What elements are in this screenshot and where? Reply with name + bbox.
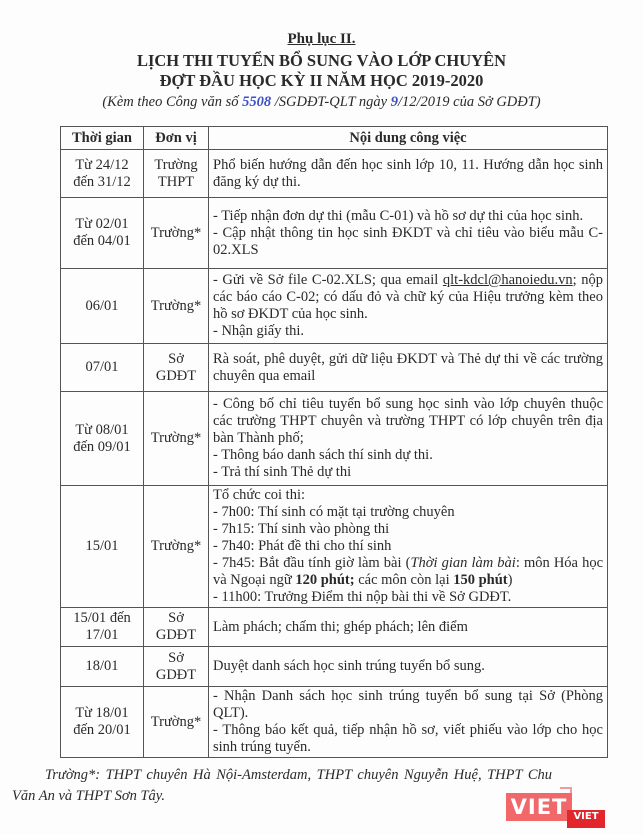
cell-content xyxy=(209,608,608,647)
time-text: 15/01 đến xyxy=(73,610,131,626)
content-text: Rà soát, phê duyệt, gửi dữ liệu ĐKDT và Thẻ dự thi về các trường chuyên qua email xyxy=(213,350,603,384)
content-text: Phổ biến hướng dẫn đến học sinh lớp 10, 11. Hướng dẫn học sinh đăng ký dự thi. xyxy=(213,156,603,190)
time-text: đến 20/01 xyxy=(73,722,131,738)
unit-text: Trường xyxy=(154,156,198,173)
time-text: Từ 02/01 xyxy=(75,216,129,232)
cell-content xyxy=(209,344,608,392)
content-text: - Nhận giấy thi. xyxy=(213,323,305,339)
cell-content xyxy=(209,392,608,486)
email-link[interactable]: qlt-kdcl@hanoiedu.vn xyxy=(442,272,573,288)
content-text: Tổ chức coi thi: xyxy=(213,487,306,503)
content-fragment: 150 phút xyxy=(453,572,508,588)
table-header-row xyxy=(61,127,608,150)
cell-content xyxy=(209,687,608,758)
vietnamnet-logo-icon: VIET xyxy=(506,793,572,821)
cell-content xyxy=(209,198,608,269)
content-fragment: - 7h45: Bắt đầu tính giờ làm bài ( xyxy=(213,555,411,571)
cell-time xyxy=(61,608,144,647)
cell-unit xyxy=(144,198,209,269)
unit-text: Trường* xyxy=(150,538,202,554)
table-row xyxy=(61,608,608,647)
subtitle-suffix: /12/2019 của Sở GDĐT) xyxy=(397,94,541,110)
cell-unit xyxy=(144,486,209,608)
content-text: - Gửi về Sở file C-02.XLS; qua email xyxy=(213,272,443,288)
table-row xyxy=(61,486,608,608)
subtitle-prefix: (Kèm theo Công văn số xyxy=(102,94,243,110)
content-text: - Thông báo kết quả, tiếp nhận hồ sơ, viết phiếu vào lớp cho học sinh trúng tuyển. xyxy=(213,722,603,755)
cell-unit xyxy=(144,150,209,198)
logo-small-text: VIET xyxy=(573,811,599,822)
cell-unit xyxy=(144,392,209,486)
time-text: đến 31/12 xyxy=(73,173,131,190)
content-fragment: ) xyxy=(507,572,513,588)
table-row xyxy=(61,344,608,392)
table-row xyxy=(61,392,608,486)
time-text: đến 09/01 xyxy=(73,438,131,455)
document-subtitle xyxy=(0,94,643,111)
content-text: - Trả thí sinh Thẻ dự thi xyxy=(213,464,352,480)
cell-time xyxy=(61,269,144,344)
unit-text: THPT xyxy=(157,173,195,190)
table-row xyxy=(61,687,608,758)
content-text: - Nhận Danh sách học sinh trúng tuyển bổ sung tại Sở (Phòng QLT). xyxy=(213,688,603,721)
unit-text: Sở xyxy=(168,649,184,666)
content-fragment: 120 phút; xyxy=(295,572,355,588)
cell-content xyxy=(209,486,608,608)
subtitle-mid: /SGDĐT-QLT ngày xyxy=(271,94,391,110)
doc-number: 5508 xyxy=(242,94,272,110)
table-row xyxy=(61,647,608,687)
table-row xyxy=(61,198,608,269)
cell-time xyxy=(61,486,144,608)
content-text: - Tiếp nhận đơn dự thi (mẫu C-01) và hồ sơ dự thi của học sinh. xyxy=(213,207,584,224)
title-line-2: ĐỢT ĐẦU HỌC KỲ II NĂM HỌC 2019-2020 xyxy=(159,71,484,90)
viettimes-logo-icon xyxy=(567,810,605,828)
cell-time xyxy=(61,687,144,758)
header-content: Nội dung công việc xyxy=(209,127,608,150)
cell-content xyxy=(209,647,608,687)
title-line-1: LỊCH THI TUYỂN BỔ SUNG VÀO LỚP CHUYÊN xyxy=(136,51,507,70)
cell-unit xyxy=(144,608,209,647)
cell-time xyxy=(61,344,144,392)
appendix-label: Phụ lục II. xyxy=(287,31,356,47)
cell-unit xyxy=(144,687,209,758)
cell-unit xyxy=(144,269,209,344)
unit-text: Trường* xyxy=(150,713,202,730)
time-text: 17/01 xyxy=(85,627,119,643)
content-text: Duyệt danh sách học sinh trúng tuyển bổ sung. xyxy=(213,658,485,674)
unit-text: Sở xyxy=(168,610,184,626)
header-time: Thời gian xyxy=(61,127,144,150)
time-text: Từ 08/01 xyxy=(75,421,129,438)
content-fragment: : môn Hóa học và Ngoại ngữ xyxy=(213,555,604,588)
cell-time xyxy=(61,392,144,486)
content-text: ; nộp các báo cáo C-02; có dấu đỏ và chữ ký của Hiệu trưởng kèm theo hồ sơ ĐKDT của học sinh. xyxy=(213,272,603,322)
cell-unit xyxy=(144,344,209,392)
cell-content xyxy=(209,269,608,344)
unit-text: Trường* xyxy=(150,224,202,241)
unit-text: GDĐT xyxy=(155,666,197,683)
footnote: Trường*: THPT chuyên Hà Nội-Amsterdam, THPT chuyên Nguyễn Huệ, THPT Chu Văn An và THPT Sơn Tây. xyxy=(12,767,552,804)
time-text: Từ 24/12 xyxy=(75,156,129,173)
content-text: - 7h00: Thí sinh có mặt tại trường chuyên xyxy=(213,504,455,520)
content-text: - 7h40: Phát đề thi cho thí sinh xyxy=(213,538,392,554)
header-unit: Đơn vị xyxy=(144,127,209,150)
content-fragment: Thời gian làm bài xyxy=(410,555,516,571)
time-text: 18/01 xyxy=(85,658,119,674)
content-text: - Công bố chỉ tiêu tuyển bổ sung học sinh vào lớp chuyên thuộc các trường THPT chuyên và trường THPT có lớp chuyên trên địa bàn Thành phố; xyxy=(213,396,603,446)
content-fragment: các môn còn lại xyxy=(354,572,454,588)
doc-day: 9 xyxy=(390,94,398,110)
time-text: 06/01 xyxy=(85,297,119,314)
content-text: - Thông báo danh sách thí sinh dự thi. xyxy=(213,447,433,463)
table-row xyxy=(61,150,608,198)
content-text xyxy=(213,555,603,589)
content-text: - 7h15: Thí sinh vào phòng thi xyxy=(213,521,390,537)
cell-unit xyxy=(144,647,209,687)
schedule-table xyxy=(60,126,608,758)
time-text: 07/01 xyxy=(85,359,119,375)
unit-text: Trường* xyxy=(150,430,202,446)
unit-text: GDĐT xyxy=(155,627,197,643)
unit-text: Trường* xyxy=(150,297,202,314)
time-text: 15/01 xyxy=(85,538,119,554)
document-title xyxy=(0,51,643,91)
cell-time xyxy=(61,150,144,198)
cell-time xyxy=(61,198,144,269)
time-text: đến 04/01 xyxy=(73,233,131,249)
content-text: - Cập nhật thông tin học sinh ĐKDT và chỉ tiêu vào biểu mẫu C-02.XLS xyxy=(213,224,603,258)
unit-text: GDĐT xyxy=(155,367,197,384)
cell-content xyxy=(209,150,608,198)
unit-text: Sở xyxy=(168,350,184,367)
time-text: Từ 18/01 xyxy=(75,705,129,721)
table-row xyxy=(61,269,608,344)
cell-time xyxy=(61,647,144,687)
content-text: - 11h00: Trưởng Điểm thi nộp bài thi về Sở GDĐT. xyxy=(213,589,512,605)
content-text: Làm phách; chấm thi; ghép phách; lên điểm xyxy=(213,618,468,635)
